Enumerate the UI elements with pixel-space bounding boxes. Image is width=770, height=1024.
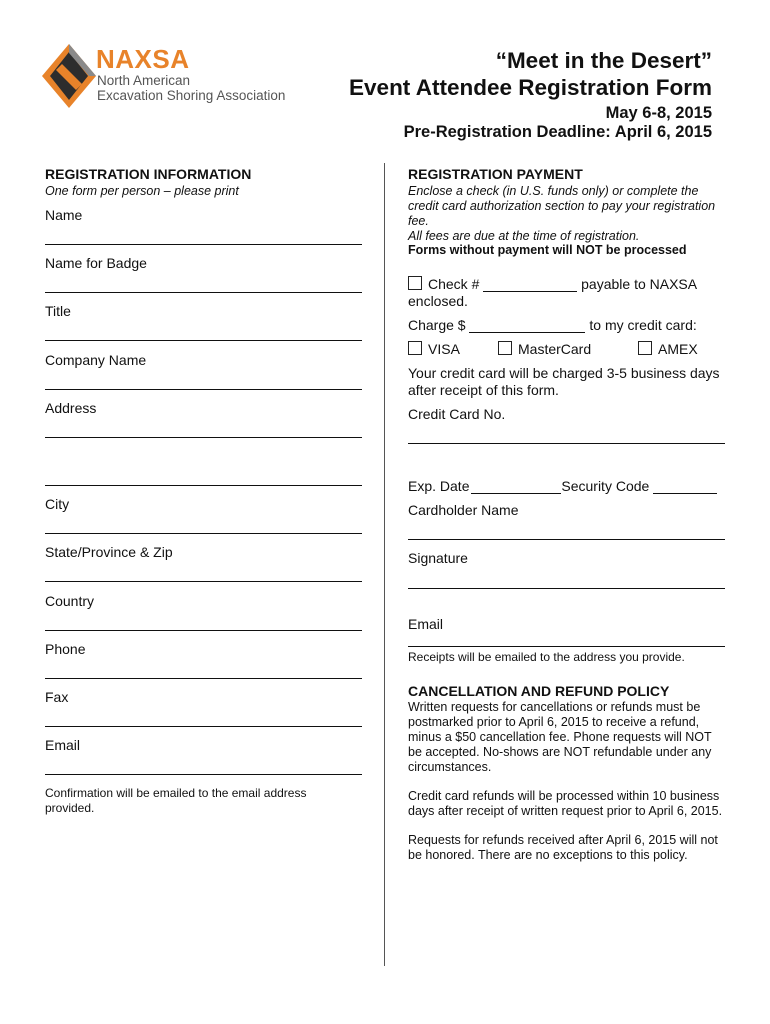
mastercard-checkbox[interactable] <box>498 341 512 355</box>
name-label: Name <box>45 207 83 223</box>
amex-checkbox[interactable] <box>638 341 652 355</box>
email-label: Email <box>45 737 81 753</box>
address-line-1[interactable] <box>45 437 362 438</box>
security-code-label: Security Code <box>561 478 650 494</box>
card-number-label: Credit Card No. <box>408 406 506 422</box>
visa-checkbox[interactable] <box>408 341 422 355</box>
charge-suffix: to my credit card: <box>589 317 697 333</box>
exp-date-label: Exp. Date <box>408 478 470 494</box>
charge-note-line-2: after receipt of this form. <box>408 382 559 398</box>
address-label: Address <box>45 400 97 416</box>
country-label: Country <box>45 593 95 609</box>
title-line[interactable] <box>45 340 362 341</box>
charge-prefix: Charge $ <box>408 317 466 333</box>
payment-note-line-3: fee. <box>408 214 429 228</box>
payment-warning: Forms without payment will NOT be processed <box>408 243 687 257</box>
payment-note-line-4: All fees are due at the time of registration. <box>408 229 640 243</box>
registration-deadline: Pre-Registration Deadline: April 6, 2015 <box>403 123 712 141</box>
event-dates: May 6-8, 2015 <box>605 104 712 122</box>
policy-p2-line-1: Credit card refunds will be processed within 10 business <box>408 789 720 803</box>
company-line[interactable] <box>45 389 362 390</box>
state-zip-label: State/Province & Zip <box>45 544 173 560</box>
charge-amount-blank[interactable] <box>469 319 585 333</box>
policy-p1-line-3: minus a $50 cancellation fee. Phone requests will NOT <box>408 730 712 744</box>
policy-p1-line-2: postmarked prior to April 6, 2015 to receive a refund, <box>408 715 700 729</box>
policy-p3-line-1: Requests for refunds received after April 6, 2015 will not <box>408 833 718 847</box>
address-line-2[interactable] <box>45 485 362 486</box>
cardholder-label: Cardholder Name <box>408 502 519 518</box>
payment-note-line-1: Enclose a check (in U.S. funds only) or complete the <box>408 184 699 198</box>
payment-note-line-2: credit card authorization section to pay your registration <box>408 199 716 213</box>
name-line[interactable] <box>45 244 362 245</box>
expiry-security-row <box>408 478 717 494</box>
form-title-line-2: Event Attendee Registration Form <box>349 75 712 100</box>
brand-line-1: North American <box>97 73 191 88</box>
check-prefix: Check # <box>428 276 480 292</box>
title-label: Title <box>45 303 71 319</box>
policy-p1-line-5: circumstances. <box>408 760 492 774</box>
column-divider <box>384 163 385 966</box>
cardholder-line[interactable] <box>408 539 725 540</box>
phone-line[interactable] <box>45 678 362 679</box>
policy-p1-line-1: Written requests for cancellations or refunds must be <box>408 700 701 714</box>
card-type-amex[interactable] <box>638 341 698 357</box>
check-row <box>408 276 697 292</box>
payment-note <box>408 184 738 244</box>
signature-label: Signature <box>408 550 468 566</box>
policy-p1-line-4: be accepted. No-shows are NOT refundable under any <box>408 745 712 759</box>
check-enclosed: enclosed. <box>408 293 468 309</box>
charge-note <box>408 365 720 399</box>
payment-email-label: Email <box>408 616 444 632</box>
charge-row <box>408 317 697 333</box>
country-line[interactable] <box>45 630 362 631</box>
amex-label: AMEX <box>658 341 698 357</box>
registration-info-note: One form per person – please print <box>45 184 239 198</box>
fax-line[interactable] <box>45 726 362 727</box>
policy-paragraph-2 <box>408 789 722 819</box>
card-number-line[interactable] <box>408 443 725 444</box>
email-line[interactable] <box>45 774 362 775</box>
brand-name: NAXSA <box>96 44 190 74</box>
receipt-note: Receipts will be emailed to the address you provide. <box>408 650 685 664</box>
policy-heading: CANCELLATION AND REFUND POLICY <box>408 683 670 699</box>
city-line[interactable] <box>45 533 362 534</box>
payment-heading: REGISTRATION PAYMENT <box>408 166 583 182</box>
brand-line-2: Excavation Shoring Association <box>97 88 286 103</box>
phone-label: Phone <box>45 641 86 657</box>
mastercard-label: MasterCard <box>518 341 592 357</box>
brand-tagline <box>97 73 285 103</box>
badge-name-line[interactable] <box>45 292 362 293</box>
check-number-blank[interactable] <box>483 278 577 292</box>
policy-paragraph-3 <box>408 833 718 863</box>
signature-line[interactable] <box>408 588 725 589</box>
policy-paragraph-1 <box>408 700 712 775</box>
confirmation-note-line-1: Confirmation will be emailed to the email address <box>45 786 307 800</box>
policy-p2-line-2: days after receipt of written request prior to April 6, 2015. <box>408 804 723 818</box>
payment-email-line[interactable] <box>408 646 725 647</box>
card-type-visa[interactable] <box>408 341 460 357</box>
card-type-mastercard[interactable] <box>498 341 591 357</box>
policy-p3-line-2: be honored. There are no exceptions to this policy. <box>408 848 688 862</box>
check-suffix: payable to NAXSA <box>581 276 698 292</box>
form-title-line-1: “Meet in the Desert” <box>495 48 712 73</box>
visa-label: VISA <box>428 341 460 357</box>
security-code-blank[interactable] <box>653 480 717 494</box>
city-label: City <box>45 496 70 512</box>
exp-date-blank[interactable] <box>471 480 561 494</box>
registration-info-heading: REGISTRATION INFORMATION <box>45 166 252 182</box>
fax-label: Fax <box>45 689 69 705</box>
confirmation-note-line-2: provided. <box>45 801 95 815</box>
charge-note-line-1: Your credit card will be charged 3-5 business days <box>408 365 720 381</box>
badge-name-label: Name for Badge <box>45 255 147 271</box>
state-zip-line[interactable] <box>45 581 362 582</box>
check-checkbox[interactable] <box>408 276 422 290</box>
company-label: Company Name <box>45 352 147 368</box>
confirmation-note <box>45 786 306 816</box>
